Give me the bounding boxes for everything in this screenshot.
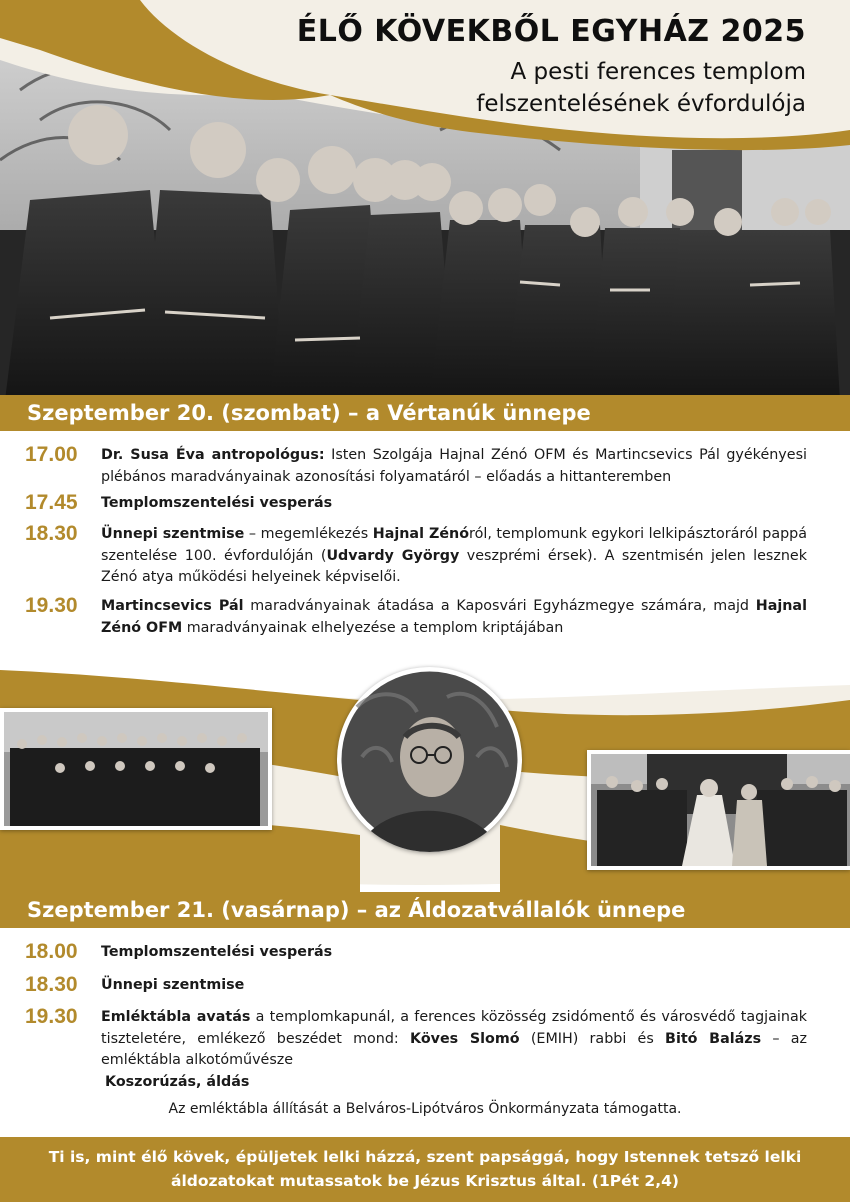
event-description: Ünnepi szentmise – megemlékezés Hajnal Zénóról, templomunk egykori lelkipásztoráról pappá szentelése 100. évfordulóján (Udvardy György veszprémi érsek). A szentmisén jelen lesznek Zénó atya működési helyeinek képviselői. xyxy=(101,526,808,585)
event-time: 17.45 xyxy=(25,491,78,514)
event-description: Ünnepi szentmise xyxy=(101,977,245,993)
event-description: Emléktábla avatás a templomkapunál, a ferences közösség zsidómentő és városvédő tagjainak tiszteletére, emlékező beszédet mond: Köves Slomó (EMIH) rabbi és Bitó Balázs – az emléktábla alkotóművésze Koszorúzás, áldás xyxy=(101,1009,807,1090)
day2-heading: Szeptember 21. (vasárnap) – az Áldozatvállalók ünnepe xyxy=(0,892,850,928)
support-note: Az emléktábla állítását a Belváros-Lipótváros Önkormányzata támogatta. xyxy=(168,1101,682,1117)
event-time: 18.30 xyxy=(25,522,78,545)
event-time: 19.30 xyxy=(25,1005,78,1028)
subtitle-line-2: felszentelésének évfordulója xyxy=(476,91,806,117)
event-time: 18.30 xyxy=(25,973,78,996)
page-title: ÉLŐ KÖVEKBŐL EGYHÁZ 2025 xyxy=(296,14,806,49)
photo-friars-group-seated xyxy=(0,708,272,830)
day1-heading: Szeptember 20. (szombat) – a Vértanúk ünnepe xyxy=(0,395,850,431)
event-description: Templomszentelési vesperás xyxy=(101,495,333,511)
portrait-hajnal-zeno-image xyxy=(337,667,522,852)
event-time: 19.30 xyxy=(25,594,78,617)
event-description: Templomszentelési vesperás xyxy=(101,944,333,960)
page-subtitle xyxy=(476,56,806,120)
event-extra: Koszorúzás, áldás xyxy=(105,1073,250,1090)
footer-quote-line-1: Ti is, mint élő kövek, épüljetek lelki házzá, szent papsággá, hogy Istennek tetsző lelki xyxy=(48,1148,802,1166)
event-description: Martincsevics Pál maradványainak átadása a Kaposvári Egyházmegye számára, majd Hajnal Zénó OFM maradványainak elhelyezése a templom kriptájában xyxy=(101,598,807,636)
footer-quote-line-2: áldozatokat mutassatok be Jézus Krisztus által. (1Pét 2,4) xyxy=(171,1172,679,1190)
photo-wedding xyxy=(587,750,850,870)
subtitle-line-1: A pesti ferences templom xyxy=(510,59,806,85)
portrait-hajnal-zeno xyxy=(337,667,522,852)
photo-wedding-image xyxy=(587,750,850,870)
photo-friars-group-seated-image xyxy=(0,708,272,830)
event-time: 17.00 xyxy=(25,443,78,466)
event-description: Dr. Susa Éva antropológus: Isten Szolgája Hajnal Zénó OFM és Martincsevics Pál gyékényesi plébános maradványainak azonosítási folyamatáról – előadás a hittanteremben xyxy=(101,447,807,485)
event-time: 18.00 xyxy=(25,940,78,963)
footer-quote xyxy=(0,1137,850,1202)
